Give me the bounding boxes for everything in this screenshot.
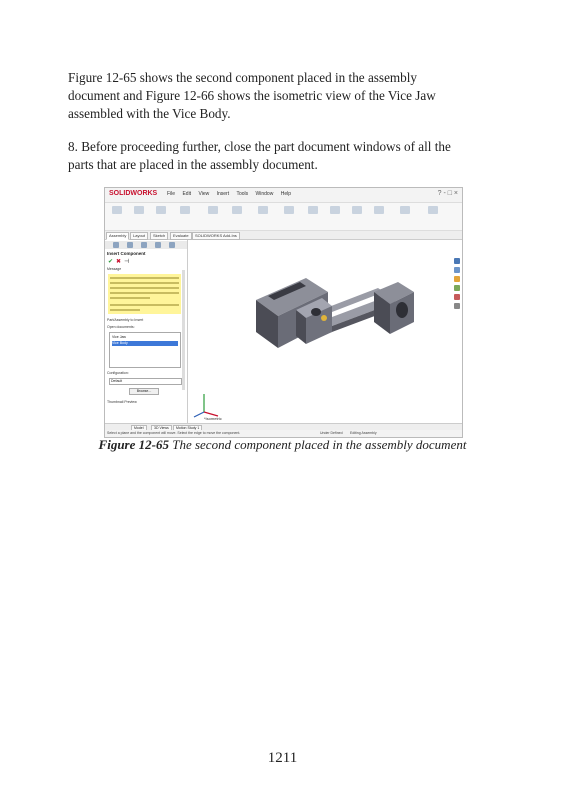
tab-model[interactable]: Model	[131, 425, 147, 431]
property-manager-icon[interactable]	[127, 242, 133, 248]
tab-sketch[interactable]: Sketch	[150, 232, 168, 240]
solidworks-screenshot	[104, 187, 463, 438]
thumbnail-label: Thumbnail Preview	[107, 400, 137, 404]
ribbon-button[interactable]	[177, 206, 193, 226]
ribbon-button[interactable]	[425, 206, 441, 226]
tab-layout[interactable]: Layout	[130, 232, 148, 240]
panel-actions	[108, 258, 129, 265]
tab-addins[interactable]: SOLIDWORKS Add-Ins	[192, 232, 240, 240]
paragraph-line: parts that are placed in the assembly document.	[68, 157, 318, 172]
menu-item-help[interactable]: Help	[280, 191, 291, 197]
part-group-header: Part/Assembly to Insert	[107, 318, 144, 322]
view-orientation-label: *Isometric	[204, 416, 222, 421]
open-documents-list[interactable]	[109, 332, 181, 368]
view-palette-icon[interactable]	[454, 285, 460, 291]
ribbon-button[interactable]	[131, 206, 147, 226]
origin-marker	[321, 315, 327, 321]
paragraph-line: document and Figure 12-66 shows the isometric view of the Vice Jaw	[68, 88, 436, 103]
appearances-icon[interactable]	[454, 294, 460, 300]
window-controls[interactable]: ? - □ ×	[437, 190, 458, 197]
menu-item-insert[interactable]: Insert	[216, 191, 230, 197]
pin-icon[interactable]: ⊣	[124, 259, 130, 265]
configuration-manager-icon[interactable]	[141, 242, 147, 248]
command-manager-ribbon	[105, 203, 462, 231]
tab-assembly[interactable]: Assembly	[106, 232, 129, 240]
title-bar	[105, 188, 462, 203]
status-definition: Under Defined	[320, 431, 343, 435]
property-manager-panel	[105, 240, 188, 427]
panel-scrollbar[interactable]	[182, 270, 185, 390]
ribbon-button[interactable]	[371, 206, 387, 226]
ribbon-button[interactable]	[153, 206, 169, 226]
menu-item-window[interactable]: Window	[255, 191, 274, 197]
menu-item-tools[interactable]: Tools	[236, 191, 249, 197]
paragraph-line: assembled with the Vice Body.	[68, 106, 231, 121]
figure-caption	[0, 437, 565, 453]
list-item[interactable]: Vice Jaw	[112, 335, 126, 339]
cancel-icon[interactable]: ✖	[116, 259, 122, 265]
menu-item-edit[interactable]: Edit	[182, 191, 192, 197]
ribbon-button[interactable]	[327, 206, 343, 226]
status-mode: Editing Assembly	[350, 431, 377, 435]
resources-icon[interactable]	[454, 258, 460, 264]
model-hole	[396, 302, 408, 318]
message-header: Message	[107, 267, 122, 271]
ribbon-button[interactable]	[397, 206, 413, 226]
file-explorer-icon[interactable]	[454, 276, 460, 282]
paragraph-step-8	[68, 138, 509, 174]
dimxpert-icon[interactable]	[155, 242, 161, 248]
ribbon-button[interactable]	[205, 206, 221, 226]
paragraph-line: Figure 12-65 shows the second component placed in the assembly	[68, 70, 418, 85]
tab-3d-views[interactable]: 3D Views	[151, 425, 172, 431]
ribbon-button[interactable]	[229, 206, 245, 226]
menu-item-view[interactable]: View	[198, 191, 210, 197]
paragraph-figure-reference	[68, 69, 509, 123]
ribbon-button[interactable]	[305, 206, 321, 226]
message-box	[108, 274, 181, 314]
paragraph-line: 8. Before proceeding further, close the part document windows of all the	[68, 139, 451, 154]
browse-button[interactable]: Browse...	[129, 388, 159, 395]
configuration-label: Configuration:	[107, 371, 129, 375]
caption-text: The second component placed in the assembly document	[168, 437, 467, 452]
model-hole	[311, 308, 321, 316]
configuration-select[interactable]: Default	[109, 378, 182, 385]
ribbon-button[interactable]	[255, 206, 271, 226]
ribbon-button[interactable]	[109, 206, 125, 226]
ribbon-button[interactable]	[281, 206, 297, 226]
display-manager-icon[interactable]	[169, 242, 175, 248]
page-number: 1211	[267, 750, 298, 766]
tab-evaluate[interactable]: Evaluate	[170, 232, 192, 240]
ribbon-button[interactable]	[349, 206, 365, 226]
task-pane-tabs	[454, 258, 461, 336]
caption-label: Figure 12-65	[98, 437, 169, 452]
graphics-area[interactable]	[188, 240, 462, 427]
list-item-selected[interactable]: Vice Body	[112, 341, 178, 346]
menu-item-file[interactable]: File	[167, 191, 176, 197]
panel-title: Insert Component	[107, 251, 146, 256]
panel-tabs	[105, 241, 187, 249]
tab-motion-study[interactable]: Motion Study 1	[173, 425, 202, 431]
feature-tree-icon[interactable]	[113, 242, 119, 248]
design-library-icon[interactable]	[454, 267, 460, 273]
command-tabs	[105, 231, 462, 240]
open-documents-label: Open documents:	[107, 325, 135, 329]
solidworks-logo: SOLIDWORKS	[109, 190, 158, 197]
ok-icon[interactable]: ✔	[108, 259, 114, 265]
menu-bar	[167, 191, 297, 197]
vice-assembly-model	[188, 240, 462, 427]
status-message: Select a plane and the component will move. Select the edge to move the component.	[107, 431, 241, 435]
custom-properties-icon[interactable]	[454, 303, 460, 309]
status-bar	[105, 430, 462, 437]
